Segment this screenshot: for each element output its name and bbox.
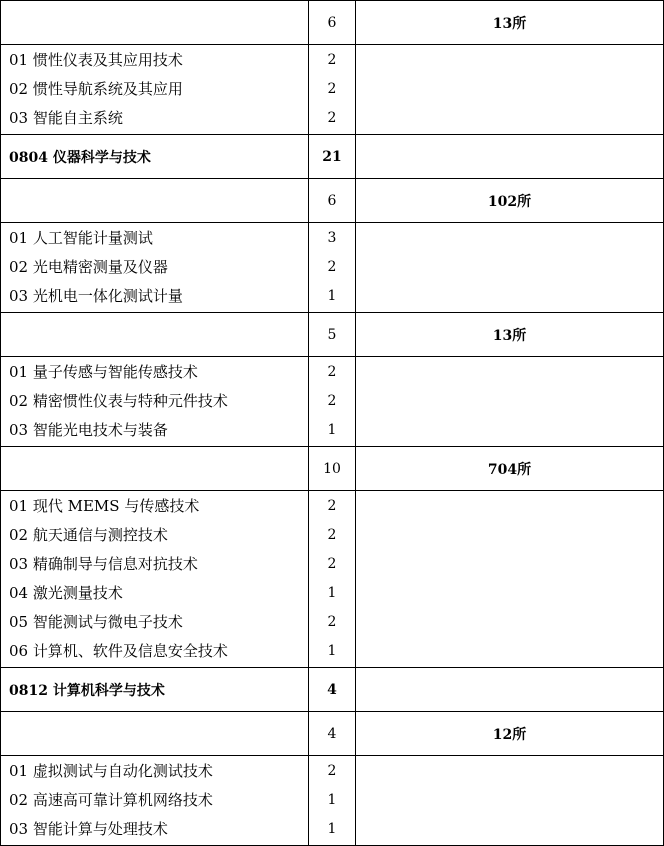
org-name: 13所 bbox=[356, 313, 664, 357]
direction-count: 2 bbox=[327, 52, 337, 68]
direction-count: 1 bbox=[327, 643, 337, 659]
empty-cell bbox=[356, 756, 664, 846]
empty-cell bbox=[356, 668, 664, 712]
direction-item: 03 精确制导与信息对抗技术 bbox=[9, 555, 198, 573]
direction-item: 01 量子传感与智能传感技术 bbox=[9, 363, 198, 381]
empty-cell bbox=[1, 712, 309, 756]
direction-group bbox=[1, 45, 664, 135]
direction-list bbox=[1, 756, 309, 846]
direction-item: 04 激光测量技术 bbox=[9, 584, 123, 602]
discipline-row bbox=[1, 668, 664, 712]
org-name: 102所 bbox=[356, 179, 664, 223]
count-cell: 6 bbox=[309, 179, 356, 223]
empty-cell bbox=[1, 1, 309, 45]
empty-cell bbox=[356, 357, 664, 447]
direction-item: 06 计算机、软件及信息安全技术 bbox=[9, 642, 228, 660]
direction-item: 02 精密惯性仪表与特种元件技术 bbox=[9, 392, 228, 410]
count-cell: 4 bbox=[309, 712, 356, 756]
count-cell: 6 bbox=[309, 1, 356, 45]
direction-item: 05 智能测试与微电子技术 bbox=[9, 613, 183, 631]
direction-item: 03 智能光电技术与装备 bbox=[9, 421, 168, 439]
org-name: 12所 bbox=[356, 712, 664, 756]
org-name: 704所 bbox=[356, 447, 664, 491]
direction-item: 01 虚拟测试与自动化测试技术 bbox=[9, 762, 213, 780]
discipline-name: 0812 计算机科学与技术 bbox=[1, 668, 309, 712]
direction-count: 2 bbox=[327, 527, 337, 543]
direction-count: 2 bbox=[327, 556, 337, 572]
direction-list bbox=[1, 491, 309, 668]
empty-cell bbox=[1, 313, 309, 357]
direction-item: 02 惯性导航系统及其应用 bbox=[9, 80, 183, 98]
direction-list bbox=[1, 223, 309, 313]
discipline-count: 4 bbox=[309, 668, 356, 712]
direction-count: 1 bbox=[327, 585, 337, 601]
direction-list bbox=[1, 357, 309, 447]
direction-item: 01 现代 MEMS 与传感技术 bbox=[9, 497, 200, 515]
direction-counts bbox=[309, 223, 356, 313]
direction-group bbox=[1, 756, 664, 846]
direction-item: 02 航天通信与测控技术 bbox=[9, 526, 168, 544]
direction-counts bbox=[309, 357, 356, 447]
org-row bbox=[1, 313, 664, 357]
org-row bbox=[1, 447, 664, 491]
org-row bbox=[1, 712, 664, 756]
direction-item: 02 光电精密测量及仪器 bbox=[9, 258, 168, 276]
empty-cell bbox=[356, 223, 664, 313]
direction-item: 01 人工智能计量测试 bbox=[9, 229, 153, 247]
direction-count: 2 bbox=[327, 393, 337, 409]
empty-cell bbox=[356, 491, 664, 668]
direction-count: 1 bbox=[327, 422, 337, 438]
empty-cell bbox=[356, 135, 664, 179]
count-cell: 10 bbox=[309, 447, 356, 491]
direction-group bbox=[1, 491, 664, 668]
direction-count: 2 bbox=[327, 614, 337, 630]
direction-item: 03 光机电一体化测试计量 bbox=[9, 287, 183, 305]
discipline-row bbox=[1, 135, 664, 179]
empty-cell bbox=[1, 179, 309, 223]
direction-counts bbox=[309, 491, 356, 668]
direction-count: 2 bbox=[327, 259, 337, 275]
direction-counts bbox=[309, 45, 356, 135]
count-cell: 5 bbox=[309, 313, 356, 357]
direction-item: 03 智能自主系统 bbox=[9, 109, 123, 127]
direction-count: 2 bbox=[327, 110, 337, 126]
org-name: 13所 bbox=[356, 1, 664, 45]
direction-item: 03 智能计算与处理技术 bbox=[9, 820, 168, 838]
direction-count: 1 bbox=[327, 821, 337, 837]
direction-group bbox=[1, 223, 664, 313]
discipline-count: 21 bbox=[309, 135, 356, 179]
direction-item: 01 惯性仪表及其应用技术 bbox=[9, 51, 183, 69]
direction-count: 1 bbox=[327, 792, 337, 808]
direction-list bbox=[1, 45, 309, 135]
direction-item: 02 高速高可靠计算机网络技术 bbox=[9, 791, 213, 809]
direction-count: 2 bbox=[327, 364, 337, 380]
direction-count: 2 bbox=[327, 763, 337, 779]
direction-count: 1 bbox=[327, 288, 337, 304]
direction-count: 2 bbox=[327, 498, 337, 514]
direction-count: 3 bbox=[327, 230, 337, 246]
org-row bbox=[1, 179, 664, 223]
org-row bbox=[1, 1, 664, 45]
empty-cell bbox=[1, 447, 309, 491]
discipline-name: 0804 仪器科学与技术 bbox=[1, 135, 309, 179]
direction-count: 2 bbox=[327, 81, 337, 97]
direction-group bbox=[1, 357, 664, 447]
empty-cell bbox=[356, 45, 664, 135]
direction-counts bbox=[309, 756, 356, 846]
